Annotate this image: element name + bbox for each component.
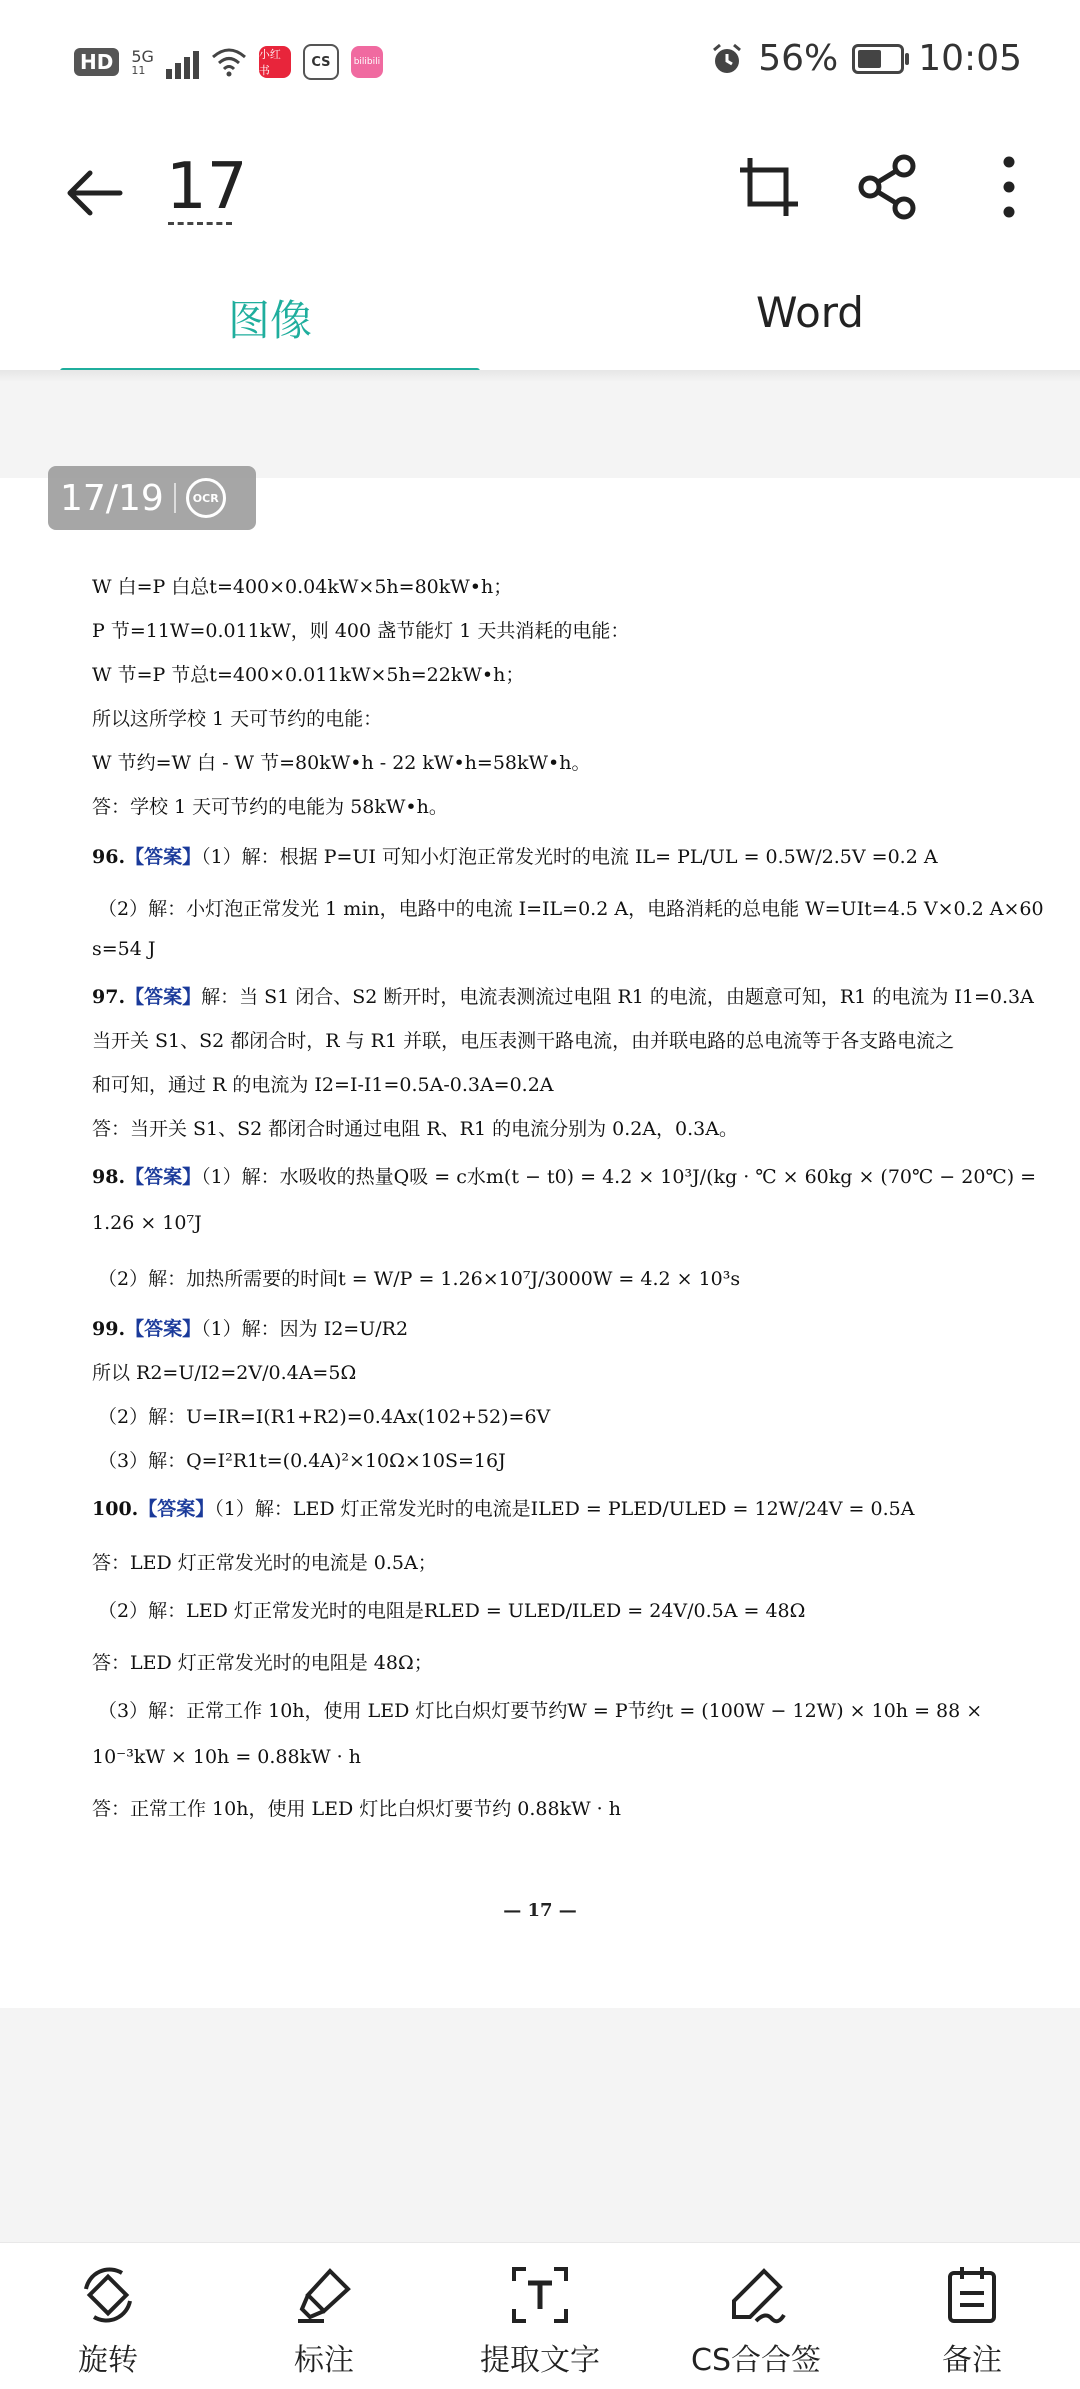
crop-icon[interactable] bbox=[734, 152, 804, 222]
q98-line-3: （2）解：加热所需要的时间t = W/P = 1.26×10⁷J/3000W = 4.2 × 10³s bbox=[98, 1268, 741, 1290]
q96-line-1 bbox=[92, 842, 938, 869]
xiaohongshu-app-icon: 小红书 bbox=[259, 46, 291, 78]
network-type: 5G bbox=[131, 46, 154, 66]
badge-divider bbox=[174, 483, 176, 513]
document-page-number: — 17 — bbox=[503, 1900, 577, 1921]
cs-sign-button[interactable] bbox=[648, 2243, 864, 2389]
q100-line-2: 答：LED 灯正常发光时的电流是 0.5A； bbox=[92, 1552, 437, 1574]
toolbar-shadow bbox=[0, 370, 1080, 382]
status-left bbox=[74, 44, 383, 80]
q99-text-1: （1）解：因为 I2=U/R2 bbox=[201, 1318, 409, 1340]
annotate-button[interactable] bbox=[216, 2243, 432, 2389]
doc-line: W 节约=W 白 - W 节=80kW•h - 22 kW•h=58kW•h。 bbox=[92, 752, 591, 774]
notes-icon bbox=[942, 2265, 1002, 2325]
ocr-icon[interactable]: OCR bbox=[186, 478, 226, 518]
more-options-icon[interactable] bbox=[974, 152, 1044, 222]
back-arrow-icon[interactable] bbox=[60, 158, 130, 228]
q98-answer-tag: 【答案】 bbox=[125, 1166, 202, 1188]
q99-number: 99. bbox=[92, 1318, 126, 1340]
q100-text-1: （1）解：LED 灯正常发光时的电流是ILED = PLED/ULED = 12W/24V = 0.5A bbox=[214, 1498, 915, 1520]
extract-text-label: 提取文字 bbox=[480, 2343, 600, 2378]
q96-number: 96. bbox=[92, 846, 126, 868]
q97-line-4: 答：当开关 S1、S2 都闭合时通过电阻 R、R1 的电流分别为 0.2A，0.3A。 bbox=[92, 1118, 738, 1140]
doc-line: W 白=P 白总t=400×0.04kW×5h=80kW•h； bbox=[92, 576, 513, 598]
view-tabs bbox=[0, 278, 1080, 370]
q98-text-1: （1）解：水吸收的热量Q吸 = c水m(t − t0) = 4.2 × 10³J/(kg · ℃ × 60kg × (70℃ − 20℃) = bbox=[201, 1166, 1037, 1188]
q100-line-7: 答：正常工作 10h，使用 LED 灯比白炽灯要节约 0.88kW · h bbox=[92, 1798, 621, 1820]
q97-line-2: 当开关 S1、S2 都闭合时，R 与 R1 并联，电压表测干路电流，由并联电路的总电流等于各支路电流之 bbox=[92, 1030, 955, 1052]
hd-badge: HD bbox=[74, 48, 119, 76]
network-indicator bbox=[131, 46, 154, 77]
doc-line: 所以这所学校 1 天可节约的电能： bbox=[92, 708, 383, 730]
page-counter: 17/19 bbox=[60, 477, 164, 519]
extract-text-button[interactable] bbox=[432, 2243, 648, 2389]
marker-icon bbox=[294, 2265, 354, 2325]
q100-line-6: 10⁻³kW × 10h = 0.88kW · h bbox=[92, 1746, 361, 1768]
q97-answer-tag: 【答案】 bbox=[125, 986, 202, 1008]
rotate-icon bbox=[78, 2265, 138, 2325]
q96-answer-tag: 【答案】 bbox=[125, 846, 202, 868]
battery-fill bbox=[858, 50, 880, 68]
rotate-button[interactable] bbox=[0, 2243, 216, 2389]
q97-number: 97. bbox=[92, 986, 126, 1008]
q100-line-4: 答：LED 灯正常发光时的电阻是 48Ω； bbox=[92, 1652, 433, 1674]
rotate-label: 旋转 bbox=[78, 2343, 138, 2378]
q98-line-1 bbox=[92, 1162, 1036, 1189]
wifi-icon bbox=[211, 47, 247, 77]
page-counter-badge[interactable] bbox=[48, 466, 256, 530]
q97-text-1: 解：当 S1 闭合、S2 断开时，电流表测流过电阻 R1 的电流，由题意可知，R1 的电流为 I1=0.3A bbox=[201, 986, 1034, 1008]
q97-line-3: 和可知，通过 R 的电流为 I2=I-I1=0.5A-0.3A=0.2A bbox=[92, 1074, 554, 1096]
battery-icon bbox=[852, 44, 904, 74]
q99-line-2: 所以 R2=U/I2=2V/0.4A=5Ω bbox=[92, 1362, 357, 1384]
q99-answer-tag: 【答案】 bbox=[125, 1318, 202, 1340]
q99-line-1 bbox=[92, 1314, 408, 1341]
doc-line: P 节=11W=0.011kW，则 400 盏节能灯 1 天共消耗的电能： bbox=[92, 620, 630, 642]
tab-image[interactable]: 图像 bbox=[227, 296, 312, 345]
q96-text-1: （1）解：根据 P=UI 可知小灯泡正常发光时的电流 IL= PL/UL = 0.5W/2.5V =0.2 A bbox=[201, 846, 938, 868]
status-bar bbox=[0, 0, 1080, 130]
cs-sign-label: CS合合签 bbox=[691, 2343, 821, 2378]
notes-label: 备注 bbox=[942, 2343, 1002, 2378]
q100-line-1 bbox=[92, 1494, 914, 1521]
q98-line-2: 1.26 × 10⁷J bbox=[92, 1212, 202, 1234]
q100-line-3: （2）解：LED 灯正常发光时的电阻是RLED = ULED/ILED = 24V/0.5A = 48Ω bbox=[98, 1600, 806, 1622]
q97-line-1 bbox=[92, 982, 1034, 1009]
sign-icon bbox=[726, 2265, 786, 2325]
q99-line-3: （2）解：U=IR=I(R1+R2)=0.4Ax(102+52)=6V bbox=[98, 1406, 551, 1428]
page-number-title[interactable]: 17 bbox=[166, 150, 248, 224]
tab-word[interactable]: Word bbox=[756, 288, 864, 337]
status-right bbox=[710, 38, 1022, 79]
bottom-action-bar bbox=[0, 2242, 1080, 2389]
q100-number: 100. bbox=[92, 1498, 139, 1520]
battery-percent: 56% bbox=[758, 38, 839, 79]
clock: 10:05 bbox=[918, 38, 1022, 79]
notes-button[interactable] bbox=[864, 2243, 1080, 2389]
extract-text-icon bbox=[510, 2265, 570, 2325]
camscanner-app-icon: CS bbox=[303, 44, 339, 80]
doc-line: W 节=P 节总t=400×0.011kW×5h=22kW•h； bbox=[92, 664, 525, 686]
network-slot: 11 bbox=[131, 63, 146, 77]
q96-line-3: s=54 J bbox=[92, 938, 156, 960]
bilibili-app-icon: bilibili bbox=[351, 46, 383, 78]
top-toolbar bbox=[0, 130, 1080, 370]
q99-line-4: （3）解：Q=I²R1t=(0.4A)²×10Ω×10S=16J bbox=[98, 1450, 506, 1472]
doc-line: 答：学校 1 天可节约的电能为 58kW•h。 bbox=[92, 796, 448, 818]
title-underline bbox=[168, 222, 232, 225]
share-icon[interactable] bbox=[854, 152, 924, 222]
signal-icon bbox=[166, 45, 199, 79]
alarm-icon bbox=[710, 42, 744, 76]
q100-answer-tag: 【答案】 bbox=[138, 1498, 215, 1520]
q100-line-5: （3）解：正常工作 10h，使用 LED 灯比白炽灯要节约W = P节约t = (100W − 12W) × 10h = 88 × bbox=[98, 1700, 983, 1722]
q98-number: 98. bbox=[92, 1166, 126, 1188]
q96-line-2: （2）解：小灯泡正常发光 1 min，电路中的电流 I=IL=0.2 A，电路消耗的总电能 W=UIt=4.5 V×0.2 A×60 bbox=[98, 898, 1044, 920]
annotate-label: 标注 bbox=[294, 2343, 354, 2378]
